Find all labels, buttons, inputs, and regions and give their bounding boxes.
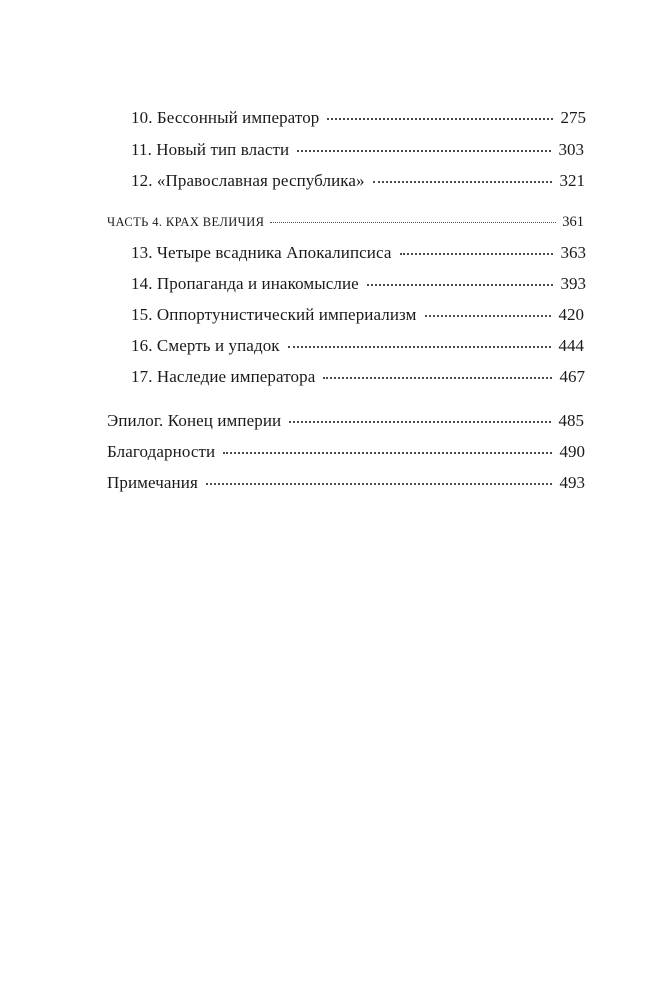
toc-entry-chapter-11 xyxy=(131,140,584,160)
toc-entry-title: Благодарности xyxy=(107,442,216,461)
dot-leader xyxy=(288,346,551,348)
toc-entry-title: Эпилог. Конец империи xyxy=(107,411,282,430)
toc-entry-title: 11. Новый тип власти xyxy=(131,140,290,159)
dot-leader xyxy=(327,118,552,120)
dot-leader xyxy=(289,421,550,423)
toc-entry-title: 12. «Православная республика» xyxy=(131,171,365,190)
dot-leader xyxy=(223,452,551,454)
dot-leader xyxy=(323,377,551,379)
toc-entry-page: 303 xyxy=(558,140,584,159)
toc-entry-page: 275 xyxy=(560,108,586,127)
toc-entry-page: 420 xyxy=(558,305,584,324)
toc-entry-chapter-13 xyxy=(131,243,586,263)
toc-entry-acknowledgements xyxy=(107,442,585,462)
dot-leader xyxy=(270,222,556,223)
dot-leader xyxy=(206,483,552,485)
toc-entry-title: 17. Наследие императора xyxy=(131,367,316,386)
toc-entry-chapter-12 xyxy=(131,171,585,191)
toc-entry-chapter-16 xyxy=(131,336,584,356)
toc-part-title: ЧАСТЬ 4. КРАХ ВЕЛИЧИЯ xyxy=(107,215,265,229)
toc-entry-title: 13. Четыре всадника Апокалипсиса xyxy=(131,243,392,262)
toc-entry-title: 15. Оппортунистический империализм xyxy=(131,305,417,324)
toc-entry-page: 361 xyxy=(562,214,584,230)
toc-entry-chapter-10 xyxy=(131,108,586,128)
toc-entry-notes xyxy=(107,473,585,493)
toc-entry-page: 444 xyxy=(558,336,584,355)
dot-leader xyxy=(400,253,553,255)
toc-entry-page: 393 xyxy=(560,274,586,293)
toc-entry-epilogue xyxy=(107,411,584,431)
toc-entry-title: Примечания xyxy=(107,473,198,492)
toc-entry-page: 485 xyxy=(558,411,584,430)
toc-entry-title: 16. Смерть и упадок xyxy=(131,336,280,355)
toc-entry-page: 493 xyxy=(559,473,585,492)
toc-entry-chapter-15 xyxy=(131,305,584,325)
toc-entry-chapter-17 xyxy=(131,367,585,387)
toc-entry-page: 321 xyxy=(559,171,585,190)
toc-part-heading-4 xyxy=(107,214,584,231)
toc-entry-page: 490 xyxy=(559,442,585,461)
toc-entry-page: 467 xyxy=(559,367,585,386)
dot-leader xyxy=(425,315,551,317)
dot-leader xyxy=(367,284,553,286)
toc-entry-page: 363 xyxy=(560,243,586,262)
toc-entry-title: 14. Пропаганда и инакомыслие xyxy=(131,274,359,293)
toc-entry-title: 10. Бессонный император xyxy=(131,108,320,127)
dot-leader xyxy=(297,150,550,152)
toc-entry-chapter-14 xyxy=(131,274,586,294)
dot-leader xyxy=(373,181,552,183)
